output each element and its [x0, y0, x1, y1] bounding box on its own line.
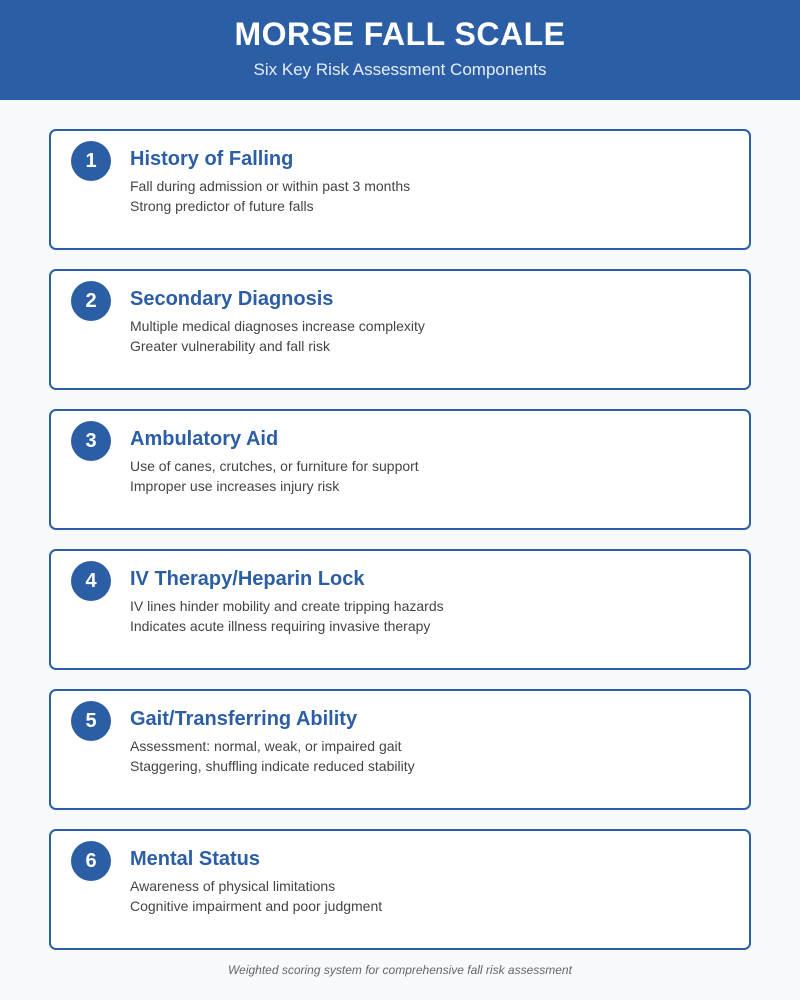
component-card-ambulatory-aid — [49, 409, 751, 530]
component-title: History of Falling — [130, 148, 294, 170]
component-title: Ambulatory Aid — [130, 428, 279, 450]
component-title: Gait/Transferring Ability — [130, 708, 358, 730]
number-badge: 1 — [71, 141, 111, 181]
component-description: Awareness of physical limitations — [130, 878, 336, 894]
component-title: Secondary Diagnosis — [130, 288, 334, 310]
component-description: Multiple medical diagnoses increase complexity — [130, 318, 425, 334]
number-badge: 3 — [71, 421, 111, 461]
component-card-history-of-falling — [49, 129, 751, 250]
number-badge: 2 — [71, 281, 111, 321]
component-description: Greater vulnerability and fall risk — [130, 338, 330, 354]
component-description: Use of canes, crutches, or furniture for support — [130, 458, 419, 474]
component-card-secondary-diagnosis — [49, 269, 751, 390]
component-description: Strong predictor of future falls — [130, 198, 314, 214]
component-card-mental-status — [49, 829, 751, 950]
component-description: Cognitive impairment and poor judgment — [130, 898, 383, 914]
page-title: MORSE FALL SCALE — [234, 16, 566, 52]
number-badge: 5 — [71, 701, 111, 741]
number-badge: 6 — [71, 841, 111, 881]
component-title: Mental Status — [130, 848, 261, 870]
component-description: IV lines hinder mobility and create tripping hazards — [130, 598, 444, 614]
component-card-iv-therapy — [49, 549, 751, 670]
component-description: Improper use increases injury risk — [130, 478, 340, 494]
component-description: Indicates acute illness requiring invasive therapy — [130, 618, 431, 634]
page-subtitle: Six Key Risk Assessment Components — [253, 60, 547, 79]
component-description: Assessment: normal, weak, or impaired gait — [130, 738, 402, 754]
component-description: Staggering, shuffling indicate reduced stability — [130, 758, 415, 774]
component-card-gait-transferring — [49, 689, 751, 810]
component-description: Fall during admission or within past 3 months — [130, 178, 411, 194]
footer-note: Weighted scoring system for comprehensive fall risk assessment — [228, 963, 572, 977]
number-badge: 4 — [71, 561, 111, 601]
component-title: IV Therapy/Heparin Lock — [130, 568, 365, 590]
header-banner — [0, 0, 800, 100]
